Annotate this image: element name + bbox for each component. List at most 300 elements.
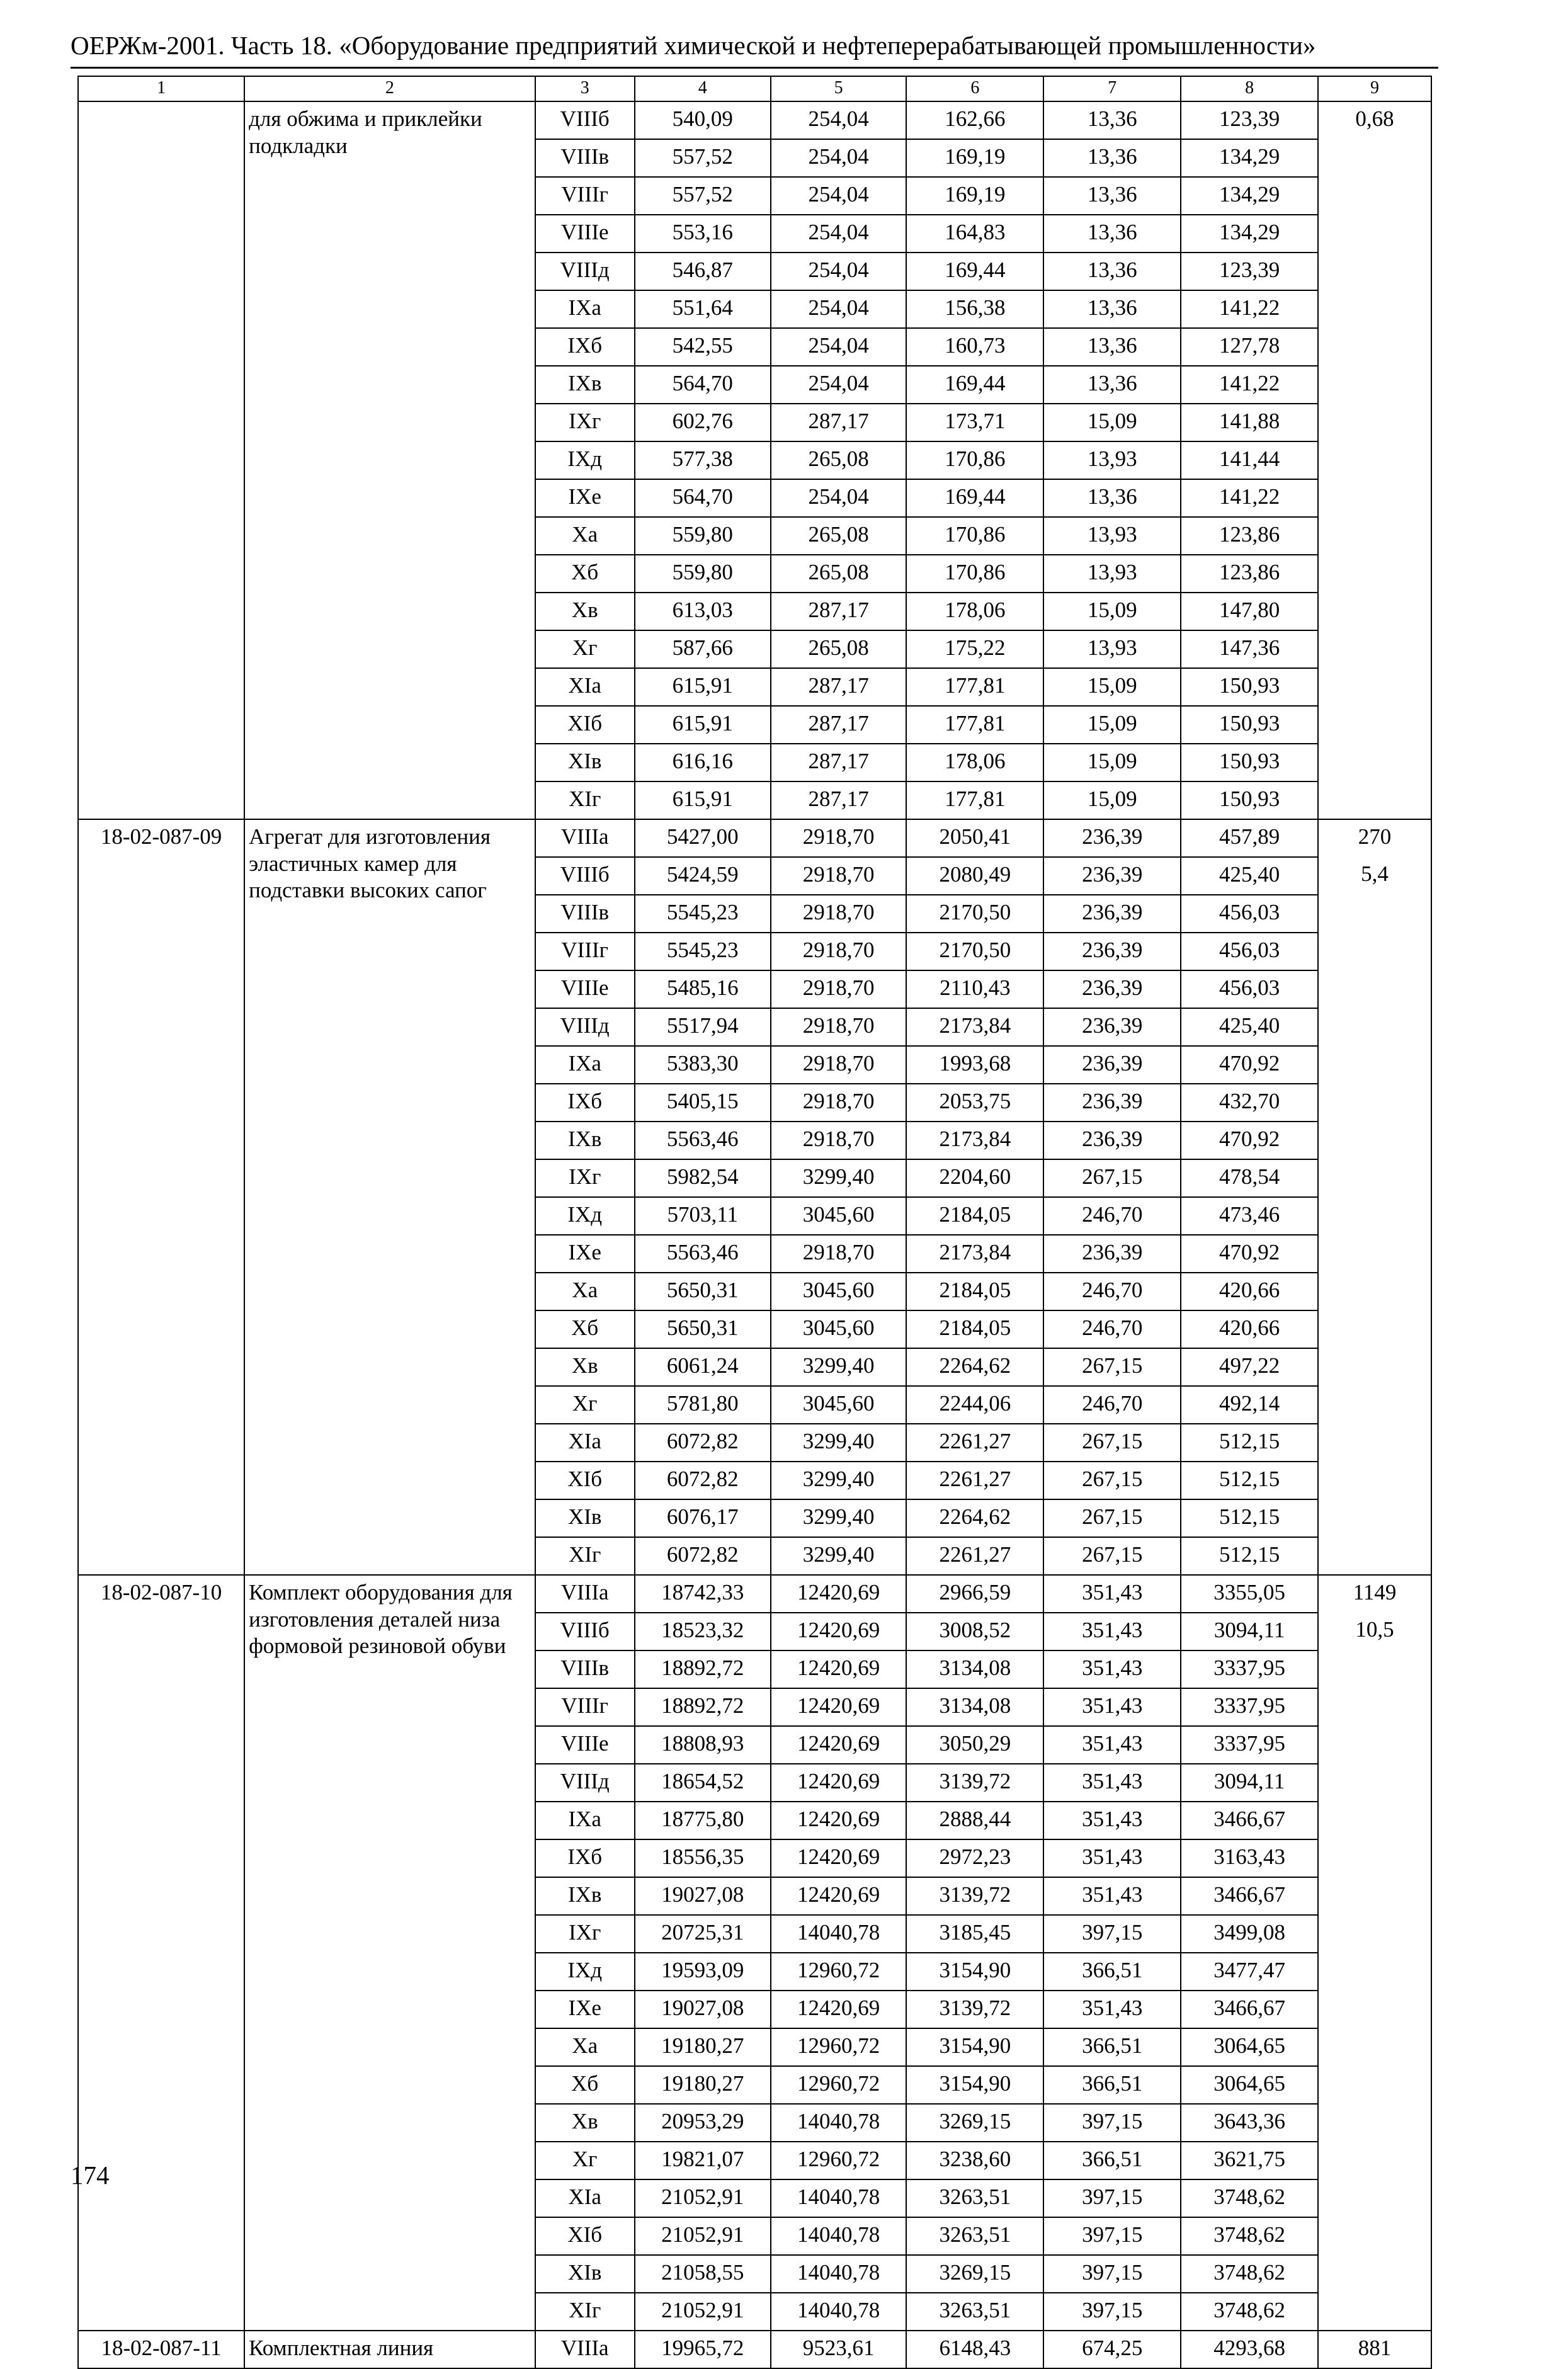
value-cell: 13,36 bbox=[1043, 479, 1181, 517]
value-cell: 12420,69 bbox=[771, 1688, 907, 1726]
value-cell: 9523,61 bbox=[771, 2331, 907, 2368]
rate-code: 18-02-087-09 bbox=[78, 819, 244, 1575]
value-cell: 3134,08 bbox=[906, 1650, 1043, 1688]
value-cell: 546,87 bbox=[635, 253, 771, 290]
value-cell: 5545,23 bbox=[635, 933, 771, 970]
value-cell: 236,39 bbox=[1043, 933, 1181, 970]
value-cell: 2170,50 bbox=[906, 895, 1043, 933]
value-cell: 2184,05 bbox=[906, 1273, 1043, 1310]
value-cell: 564,70 bbox=[635, 366, 771, 404]
value-cell: 456,03 bbox=[1181, 970, 1318, 1008]
value-cell: 3337,95 bbox=[1181, 1650, 1318, 1688]
value-cell: 351,43 bbox=[1043, 1726, 1181, 1764]
value-cell: 351,43 bbox=[1043, 1613, 1181, 1650]
value-cell: 2173,84 bbox=[906, 1008, 1043, 1046]
value-cell: 3299,40 bbox=[771, 1159, 907, 1197]
col9-cell bbox=[1318, 1235, 1431, 1273]
value-cell: 15,09 bbox=[1043, 706, 1181, 744]
value-cell: 542,55 bbox=[635, 328, 771, 366]
zone-cell: XIв bbox=[535, 1499, 635, 1537]
value-cell: 147,36 bbox=[1181, 630, 1318, 668]
value-cell: 397,15 bbox=[1043, 2293, 1181, 2331]
value-cell: 351,43 bbox=[1043, 1575, 1181, 1613]
column-number-row bbox=[78, 76, 1431, 101]
value-cell: 3299,40 bbox=[771, 1537, 907, 1575]
value-cell: 287,17 bbox=[771, 668, 907, 706]
value-cell: 14040,78 bbox=[771, 2255, 907, 2293]
value-cell: 674,25 bbox=[1043, 2331, 1181, 2368]
value-cell: 236,39 bbox=[1043, 1008, 1181, 1046]
zone-cell: IXа bbox=[535, 1802, 635, 1839]
value-cell: 5517,94 bbox=[635, 1008, 771, 1046]
value-cell: 2261,27 bbox=[906, 1537, 1043, 1575]
col9-cell bbox=[1318, 1839, 1431, 1877]
col9-cell bbox=[1318, 781, 1431, 819]
value-cell: 18808,93 bbox=[635, 1726, 771, 1764]
page-number: 174 bbox=[71, 2161, 110, 2190]
column-number: 4 bbox=[635, 76, 771, 101]
rate-code bbox=[78, 101, 244, 819]
table-row bbox=[78, 2331, 1431, 2368]
table-row bbox=[78, 1575, 1431, 1613]
col9-cell bbox=[1318, 479, 1431, 517]
zone-cell: VIIIе bbox=[535, 970, 635, 1008]
value-cell: 20953,29 bbox=[635, 2104, 771, 2142]
value-cell: 123,86 bbox=[1181, 555, 1318, 593]
value-cell: 613,03 bbox=[635, 593, 771, 630]
value-cell: 150,93 bbox=[1181, 781, 1318, 819]
value-cell: 2972,23 bbox=[906, 1839, 1043, 1877]
value-cell: 397,15 bbox=[1043, 2217, 1181, 2255]
value-cell: 246,70 bbox=[1043, 1273, 1181, 1310]
col9-cell: 881 bbox=[1318, 2331, 1431, 2368]
zone-cell: XIа bbox=[535, 1424, 635, 1462]
zone-cell: VIIIе bbox=[535, 215, 635, 253]
value-cell: 3238,60 bbox=[906, 2142, 1043, 2179]
value-cell: 287,17 bbox=[771, 593, 907, 630]
value-cell: 2110,43 bbox=[906, 970, 1043, 1008]
value-cell: 366,51 bbox=[1043, 2028, 1181, 2066]
zone-cell: XIв bbox=[535, 2255, 635, 2293]
value-cell: 2918,70 bbox=[771, 1046, 907, 1084]
value-cell: 19965,72 bbox=[635, 2331, 771, 2368]
value-cell: 5383,30 bbox=[635, 1046, 771, 1084]
value-cell: 175,22 bbox=[906, 630, 1043, 668]
col9-cell bbox=[1318, 328, 1431, 366]
value-cell: 470,92 bbox=[1181, 1122, 1318, 1159]
zone-cell: VIIIа bbox=[535, 2331, 635, 2368]
value-cell: 5650,31 bbox=[635, 1310, 771, 1348]
value-cell: 3064,65 bbox=[1181, 2028, 1318, 2066]
value-cell: 12420,69 bbox=[771, 1991, 907, 2028]
value-cell: 162,66 bbox=[906, 101, 1043, 139]
value-cell: 3045,60 bbox=[771, 1273, 907, 1310]
value-cell: 3263,51 bbox=[906, 2293, 1043, 2331]
col9-cell bbox=[1318, 215, 1431, 253]
value-cell: 3269,15 bbox=[906, 2255, 1043, 2293]
zone-cell: XIб bbox=[535, 2217, 635, 2255]
value-cell: 14040,78 bbox=[771, 2104, 907, 2142]
col9-cell bbox=[1318, 1991, 1431, 2028]
value-cell: 3163,43 bbox=[1181, 1839, 1318, 1877]
value-cell: 3466,67 bbox=[1181, 1802, 1318, 1839]
value-cell: 478,54 bbox=[1181, 1159, 1318, 1197]
value-cell: 254,04 bbox=[771, 215, 907, 253]
value-cell: 587,66 bbox=[635, 630, 771, 668]
zone-cell: VIIIб bbox=[535, 101, 635, 139]
col9-cell bbox=[1318, 290, 1431, 328]
value-cell: 147,80 bbox=[1181, 593, 1318, 630]
value-cell: 397,15 bbox=[1043, 1915, 1181, 1953]
value-cell: 3139,72 bbox=[906, 1877, 1043, 1915]
value-cell: 170,86 bbox=[906, 517, 1043, 555]
col9-cell bbox=[1318, 2104, 1431, 2142]
value-cell: 2918,70 bbox=[771, 1008, 907, 1046]
value-cell: 265,08 bbox=[771, 517, 907, 555]
value-cell: 497,22 bbox=[1181, 1348, 1318, 1386]
value-cell: 19180,27 bbox=[635, 2066, 771, 2104]
value-cell: 15,09 bbox=[1043, 781, 1181, 819]
col9-cell bbox=[1318, 1197, 1431, 1235]
column-number: 5 bbox=[771, 76, 907, 101]
value-cell: 156,38 bbox=[906, 290, 1043, 328]
value-cell: 616,16 bbox=[635, 744, 771, 781]
value-cell: 12420,69 bbox=[771, 1839, 907, 1877]
zone-cell: Xв bbox=[535, 593, 635, 630]
zone-cell: Xг bbox=[535, 1386, 635, 1424]
value-cell: 602,76 bbox=[635, 404, 771, 441]
value-cell: 512,15 bbox=[1181, 1424, 1318, 1462]
zone-cell: Xа bbox=[535, 517, 635, 555]
value-cell: 3154,90 bbox=[906, 2066, 1043, 2104]
value-cell: 287,17 bbox=[771, 781, 907, 819]
value-cell: 127,78 bbox=[1181, 328, 1318, 366]
zone-cell: IXв bbox=[535, 366, 635, 404]
zone-cell: VIIIд bbox=[535, 1008, 635, 1046]
value-cell: 236,39 bbox=[1043, 1046, 1181, 1084]
value-cell: 177,81 bbox=[906, 781, 1043, 819]
zone-cell: VIIIб bbox=[535, 857, 635, 895]
value-cell: 3299,40 bbox=[771, 1499, 907, 1537]
value-cell: 420,66 bbox=[1181, 1273, 1318, 1310]
col9-cell bbox=[1318, 2066, 1431, 2104]
value-cell: 351,43 bbox=[1043, 1877, 1181, 1915]
value-cell: 5424,59 bbox=[635, 857, 771, 895]
col9-cell bbox=[1318, 1424, 1431, 1462]
value-cell: 150,93 bbox=[1181, 668, 1318, 706]
value-cell: 287,17 bbox=[771, 404, 907, 441]
value-cell: 3008,52 bbox=[906, 1613, 1043, 1650]
value-cell: 366,51 bbox=[1043, 2066, 1181, 2104]
value-cell: 267,15 bbox=[1043, 1499, 1181, 1537]
col9-cell bbox=[1318, 970, 1431, 1008]
zone-cell: VIIIг bbox=[535, 177, 635, 215]
value-cell: 254,04 bbox=[771, 177, 907, 215]
value-cell: 15,09 bbox=[1043, 404, 1181, 441]
value-cell: 12420,69 bbox=[771, 1726, 907, 1764]
value-cell: 265,08 bbox=[771, 630, 907, 668]
value-cell: 5781,80 bbox=[635, 1386, 771, 1424]
value-cell: 18654,52 bbox=[635, 1764, 771, 1802]
value-cell: 3748,62 bbox=[1181, 2293, 1318, 2331]
value-cell: 2204,60 bbox=[906, 1159, 1043, 1197]
value-cell: 13,36 bbox=[1043, 101, 1181, 139]
value-cell: 13,36 bbox=[1043, 290, 1181, 328]
value-cell: 3466,67 bbox=[1181, 1877, 1318, 1915]
value-cell: 512,15 bbox=[1181, 1537, 1318, 1575]
value-cell: 3466,67 bbox=[1181, 1991, 1318, 2028]
value-cell: 236,39 bbox=[1043, 895, 1181, 933]
zone-cell: IXв bbox=[535, 1877, 635, 1915]
value-cell: 21052,91 bbox=[635, 2179, 771, 2217]
value-cell: 18892,72 bbox=[635, 1688, 771, 1726]
table-row bbox=[78, 101, 1431, 139]
value-cell: 267,15 bbox=[1043, 1424, 1181, 1462]
zone-cell: XIб bbox=[535, 1462, 635, 1499]
value-cell: 13,36 bbox=[1043, 177, 1181, 215]
col9-cell bbox=[1318, 1348, 1431, 1386]
value-cell: 2918,70 bbox=[771, 1084, 907, 1122]
value-cell: 3045,60 bbox=[771, 1310, 907, 1348]
value-cell: 2173,84 bbox=[906, 1235, 1043, 1273]
value-cell: 2918,70 bbox=[771, 819, 907, 857]
value-cell: 366,51 bbox=[1043, 2142, 1181, 2179]
value-cell: 170,86 bbox=[906, 555, 1043, 593]
col9-cell bbox=[1318, 1877, 1431, 1915]
col9-cell bbox=[1318, 1386, 1431, 1424]
zone-cell: VIIIд bbox=[535, 253, 635, 290]
value-cell: 14040,78 bbox=[771, 2179, 907, 2217]
value-cell: 2184,05 bbox=[906, 1310, 1043, 1348]
value-cell: 13,36 bbox=[1043, 328, 1181, 366]
value-cell: 18775,80 bbox=[635, 1802, 771, 1839]
value-cell: 19180,27 bbox=[635, 2028, 771, 2066]
value-cell: 267,15 bbox=[1043, 1462, 1181, 1499]
value-cell: 397,15 bbox=[1043, 2179, 1181, 2217]
rate-code: 18-02-087-11 bbox=[78, 2331, 244, 2368]
value-cell: 351,43 bbox=[1043, 1991, 1181, 2028]
zone-cell: VIIIб bbox=[535, 1613, 635, 1650]
col9-cell bbox=[1318, 441, 1431, 479]
zone-cell: IXе bbox=[535, 1991, 635, 2028]
zone-cell: VIIIд bbox=[535, 1764, 635, 1802]
value-cell: 178,06 bbox=[906, 593, 1043, 630]
value-cell: 15,09 bbox=[1043, 744, 1181, 781]
value-cell: 150,93 bbox=[1181, 744, 1318, 781]
rates-table bbox=[77, 76, 1432, 2369]
col9-cell bbox=[1318, 253, 1431, 290]
col9-cell bbox=[1318, 2142, 1431, 2179]
value-cell: 13,93 bbox=[1043, 517, 1181, 555]
column-number: 9 bbox=[1318, 76, 1431, 101]
equipment-name: Агрегат для изготовления эластичных камер для подставки высоких сапог bbox=[244, 819, 535, 1575]
zone-cell: XIг bbox=[535, 781, 635, 819]
zone-cell: Xб bbox=[535, 555, 635, 593]
value-cell: 254,04 bbox=[771, 139, 907, 177]
zone-cell: Xа bbox=[535, 1273, 635, 1310]
value-cell: 123,39 bbox=[1181, 101, 1318, 139]
col9-cell bbox=[1318, 1310, 1431, 1348]
value-cell: 18556,35 bbox=[635, 1839, 771, 1877]
value-cell: 14040,78 bbox=[771, 2293, 907, 2331]
value-cell: 134,29 bbox=[1181, 177, 1318, 215]
header-rule bbox=[71, 67, 1438, 69]
value-cell: 3748,62 bbox=[1181, 2179, 1318, 2217]
col9-cell bbox=[1318, 177, 1431, 215]
value-cell: 236,39 bbox=[1043, 970, 1181, 1008]
zone-cell: XIг bbox=[535, 1537, 635, 1575]
value-cell: 3094,11 bbox=[1181, 1613, 1318, 1650]
value-cell: 615,91 bbox=[635, 781, 771, 819]
value-cell: 246,70 bbox=[1043, 1386, 1181, 1424]
zone-cell: IXд bbox=[535, 441, 635, 479]
value-cell: 5427,00 bbox=[635, 819, 771, 857]
value-cell: 4293,68 bbox=[1181, 2331, 1318, 2368]
value-cell: 12960,72 bbox=[771, 2028, 907, 2066]
value-cell: 3337,95 bbox=[1181, 1688, 1318, 1726]
value-cell: 19027,08 bbox=[635, 1991, 771, 2028]
col9-cell bbox=[1318, 933, 1431, 970]
value-cell: 2966,59 bbox=[906, 1575, 1043, 1613]
zone-cell: Xа bbox=[535, 2028, 635, 2066]
value-cell: 173,71 bbox=[906, 404, 1043, 441]
value-cell: 3064,65 bbox=[1181, 2066, 1318, 2104]
value-cell: 141,44 bbox=[1181, 441, 1318, 479]
value-cell: 3748,62 bbox=[1181, 2255, 1318, 2293]
value-cell: 21052,91 bbox=[635, 2217, 771, 2255]
col9-cell bbox=[1318, 630, 1431, 668]
value-cell: 287,17 bbox=[771, 744, 907, 781]
value-cell: 170,86 bbox=[906, 441, 1043, 479]
value-cell: 2173,84 bbox=[906, 1122, 1043, 1159]
value-cell: 5563,46 bbox=[635, 1235, 771, 1273]
value-cell: 14040,78 bbox=[771, 2217, 907, 2255]
value-cell: 615,91 bbox=[635, 706, 771, 744]
value-cell: 12960,72 bbox=[771, 1953, 907, 1991]
value-cell: 6072,82 bbox=[635, 1462, 771, 1499]
value-cell: 141,22 bbox=[1181, 479, 1318, 517]
col9-cell bbox=[1318, 517, 1431, 555]
rate-code: 18-02-087-10 bbox=[78, 1575, 244, 2331]
value-cell: 397,15 bbox=[1043, 2104, 1181, 2142]
value-cell: 473,46 bbox=[1181, 1197, 1318, 1235]
value-cell: 267,15 bbox=[1043, 1159, 1181, 1197]
col9-cell bbox=[1318, 1273, 1431, 1310]
zone-cell: IXб bbox=[535, 328, 635, 366]
zone-cell: IXв bbox=[535, 1122, 635, 1159]
zone-cell: VIIIв bbox=[535, 139, 635, 177]
value-cell: 12420,69 bbox=[771, 1802, 907, 1839]
value-cell: 177,81 bbox=[906, 668, 1043, 706]
value-cell: 254,04 bbox=[771, 479, 907, 517]
column-number: 3 bbox=[535, 76, 635, 101]
col9-cell bbox=[1318, 2293, 1431, 2331]
value-cell: 13,93 bbox=[1043, 441, 1181, 479]
value-cell: 492,14 bbox=[1181, 1386, 1318, 1424]
value-cell: 470,92 bbox=[1181, 1235, 1318, 1273]
col9-cell bbox=[1318, 1084, 1431, 1122]
zone-cell: VIIIг bbox=[535, 933, 635, 970]
value-cell: 267,15 bbox=[1043, 1348, 1181, 1386]
column-number: 7 bbox=[1043, 76, 1181, 101]
zone-cell: Xв bbox=[535, 1348, 635, 1386]
value-cell: 254,04 bbox=[771, 101, 907, 139]
value-cell: 456,03 bbox=[1181, 933, 1318, 970]
value-cell: 14040,78 bbox=[771, 1915, 907, 1953]
value-cell: 564,70 bbox=[635, 479, 771, 517]
value-cell: 12420,69 bbox=[771, 1764, 907, 1802]
value-cell: 13,36 bbox=[1043, 139, 1181, 177]
value-cell: 254,04 bbox=[771, 253, 907, 290]
value-cell: 169,44 bbox=[906, 479, 1043, 517]
value-cell: 2264,62 bbox=[906, 1499, 1043, 1537]
value-cell: 19821,07 bbox=[635, 2142, 771, 2179]
value-cell: 540,09 bbox=[635, 101, 771, 139]
value-cell: 615,91 bbox=[635, 668, 771, 706]
value-cell: 470,92 bbox=[1181, 1046, 1318, 1084]
value-cell: 12420,69 bbox=[771, 1877, 907, 1915]
zone-cell: IXа bbox=[535, 290, 635, 328]
value-cell: 13,36 bbox=[1043, 366, 1181, 404]
value-cell: 13,93 bbox=[1043, 555, 1181, 593]
value-cell: 6061,24 bbox=[635, 1348, 771, 1386]
value-cell: 3094,11 bbox=[1181, 1764, 1318, 1802]
value-cell: 141,88 bbox=[1181, 404, 1318, 441]
value-cell: 2170,50 bbox=[906, 933, 1043, 970]
value-cell: 13,36 bbox=[1043, 253, 1181, 290]
col9-cell bbox=[1318, 2217, 1431, 2255]
value-cell: 169,44 bbox=[906, 366, 1043, 404]
value-cell: 3621,75 bbox=[1181, 2142, 1318, 2179]
equipment-name: Комплектная линия bbox=[244, 2331, 535, 2368]
col9-cell bbox=[1318, 139, 1431, 177]
col9-cell: 1149 bbox=[1318, 1575, 1431, 1613]
value-cell: 134,29 bbox=[1181, 139, 1318, 177]
col9-cell bbox=[1318, 1764, 1431, 1802]
rates-table-body bbox=[78, 76, 1431, 2368]
value-cell: 164,83 bbox=[906, 215, 1043, 253]
value-cell: 551,64 bbox=[635, 290, 771, 328]
value-cell: 169,19 bbox=[906, 139, 1043, 177]
value-cell: 2918,70 bbox=[771, 933, 907, 970]
col9-cell bbox=[1318, 1688, 1431, 1726]
value-cell: 134,29 bbox=[1181, 215, 1318, 253]
value-cell: 18892,72 bbox=[635, 1650, 771, 1688]
col9-cell: 10,5 bbox=[1318, 1613, 1431, 1650]
value-cell: 5485,16 bbox=[635, 970, 771, 1008]
value-cell: 2888,44 bbox=[906, 1802, 1043, 1839]
value-cell: 3154,90 bbox=[906, 1953, 1043, 1991]
zone-cell: IXг bbox=[535, 1159, 635, 1197]
zone-cell: XIа bbox=[535, 668, 635, 706]
value-cell: 3139,72 bbox=[906, 1991, 1043, 2028]
col9-cell bbox=[1318, 1537, 1431, 1575]
value-cell: 3748,62 bbox=[1181, 2217, 1318, 2255]
value-cell: 2184,05 bbox=[906, 1197, 1043, 1235]
value-cell: 3337,95 bbox=[1181, 1726, 1318, 1764]
col9-cell bbox=[1318, 2028, 1431, 2066]
value-cell: 15,09 bbox=[1043, 668, 1181, 706]
value-cell: 3299,40 bbox=[771, 1424, 907, 1462]
value-cell: 12420,69 bbox=[771, 1613, 907, 1650]
value-cell: 553,16 bbox=[635, 215, 771, 253]
value-cell: 18523,32 bbox=[635, 1613, 771, 1650]
zone-cell: IXг bbox=[535, 404, 635, 441]
value-cell: 2080,49 bbox=[906, 857, 1043, 895]
table-row bbox=[78, 819, 1431, 857]
value-cell: 160,73 bbox=[906, 328, 1043, 366]
value-cell: 12420,69 bbox=[771, 1650, 907, 1688]
